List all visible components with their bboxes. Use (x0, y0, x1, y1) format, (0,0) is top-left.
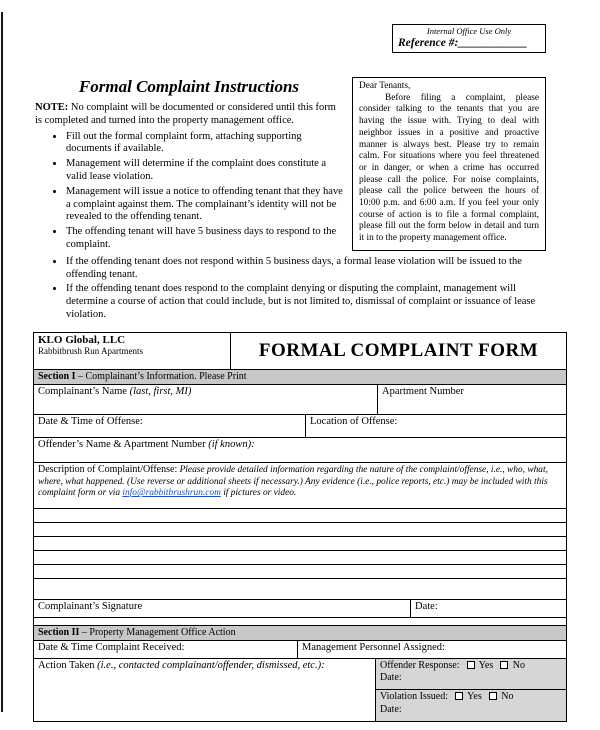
personnel-assigned-field (297, 641, 566, 658)
section-1-header-text (34, 370, 566, 384)
date-time-offense-field (34, 415, 305, 437)
action-taken-field (34, 659, 375, 721)
offender-response-yes-checkbox (467, 661, 475, 669)
signature-row (34, 600, 566, 618)
instruction-bullet: • Fill out the formal complaint form, attaching supporting documents if available. (65, 131, 343, 157)
description-row (34, 463, 566, 509)
section-2-header-text (34, 626, 566, 640)
offender-response-no-checkbox (500, 661, 508, 669)
apartment-number-label: Apartment Number (382, 385, 464, 397)
company-name: KLO Global, LLC (38, 333, 126, 346)
reference-number-field (398, 37, 540, 49)
note-text: No complaint will be documented or considered until this form is completed and turned into the property management office. (35, 102, 336, 126)
description-label: Description of Complaint/Offense: (38, 463, 178, 475)
blank-spacer-row (34, 618, 566, 626)
instruction-bullet: • If the offending tenant does not respond within 5 business days, a formal lease violation will be issued to the offending tenant. (65, 256, 560, 282)
signature-date-field (410, 600, 566, 617)
violation-issued-date-label: Date: (380, 703, 402, 715)
instructions-area (35, 77, 546, 254)
instruction-bullet-list (65, 131, 343, 252)
violation-issued-no-checkbox (489, 692, 497, 700)
violation-issued-yes-checkbox (455, 692, 463, 700)
description-instructions: Please provide detailed information regarding the nature of the complaint/offense, i.e., who, what, where, what happened. (Use reverse or additional sheets if necessary.) Any evidence (i.e., police reports, etc.) may be included with this complaint form or via (38, 464, 548, 499)
blank-write-line (34, 537, 566, 551)
instructions-title: Formal Complaint Instructions (78, 77, 300, 96)
formal-complaint-form-table (33, 332, 567, 722)
dear-tenants-salutation: Dear Tenants, (359, 81, 411, 91)
description-tail: if pictures or video. (223, 488, 297, 499)
instruction-bullet: • Management will issue a notice to offending tenant that they have a complaint against them. The complainant’s identity will not be revealed to the offending tenant. (65, 186, 343, 224)
action-taken-label: Action Taken (38, 659, 95, 671)
internal-office-use-box (392, 24, 546, 53)
yes-label: Yes (478, 659, 494, 671)
instructions-column (35, 77, 343, 254)
dear-tenants-box (352, 77, 546, 251)
reference-label: Reference #: (398, 37, 459, 49)
section-1-header (34, 370, 566, 385)
action-taken-hint: (i.e., contacted complainant/offender, dismissed, etc.): (97, 659, 325, 671)
action-taken-row (34, 659, 566, 721)
complainant-name-hint: (last, first, MI) (129, 385, 192, 397)
blank-write-line (34, 523, 566, 537)
instruction-bullet-list-wide (65, 256, 560, 322)
note-paragraph (35, 102, 343, 128)
received-row (34, 641, 566, 659)
signature-field (34, 600, 410, 617)
email-link[interactable]: info@rabbitbrushrun.com (122, 488, 221, 499)
complainant-name-label: Complainant’s Name (38, 385, 127, 397)
company-cell (34, 333, 230, 369)
apartment-number-field (377, 385, 566, 414)
no-label: No (512, 659, 525, 671)
form-title: FORMAL COMPLAINT FORM (230, 333, 566, 369)
instruction-bullet: • The offending tenant will have 5 business days to respond to the complaint. (65, 226, 343, 252)
section-2-title: – Property Management Office Action (81, 626, 236, 638)
complaint-received-label: Date & Time Complaint Received: (38, 641, 185, 653)
form-header-row (34, 333, 566, 370)
offender-response-line (380, 660, 562, 673)
note-label: NOTE: (35, 102, 69, 113)
personnel-assigned-label: Management Personnel Assigned: (302, 641, 445, 653)
violation-issued-cell (376, 689, 566, 721)
offender-name-hint: (if known): (208, 438, 255, 450)
offender-response-cell (376, 659, 566, 690)
signature-label: Complainant’s Signature (38, 600, 143, 612)
complaint-received-field (34, 641, 297, 658)
offender-name-field (34, 438, 566, 462)
violation-issued-label: Violation Issued: (380, 691, 449, 703)
blank-write-line (34, 509, 566, 523)
location-offense-label: Location of Offense: (310, 415, 398, 427)
blank-write-line (34, 579, 566, 600)
violation-issued-line (380, 691, 562, 704)
offender-response-label: Offender Response: (380, 659, 460, 671)
instruction-bullet: • If the offending tenant does respond to the complaint denying or disputing the complaint, management will determine a course of action that could include, but is not limited to, dismissal of complaint or issuance of lease violation. (65, 283, 560, 321)
complainant-name-field (34, 385, 377, 414)
signature-date-label: Date: (415, 600, 438, 612)
date-time-offense-label: Date & Time of Offense: (38, 415, 143, 427)
offender-response-date-label: Date: (380, 672, 402, 684)
yes-label: Yes (467, 691, 482, 703)
internal-office-use-label: Internal Office Use Only (426, 26, 512, 36)
section-2-label: Section II (38, 626, 80, 638)
reference-blank-line: ____________ (458, 37, 528, 49)
office-action-stack (375, 659, 566, 721)
section-1-label: Section I (38, 370, 76, 382)
section-2-header (34, 626, 566, 641)
offense-row (34, 415, 566, 438)
no-label: No (501, 691, 514, 703)
company-subtitle: Rabbitbrush Run Apartments (38, 345, 143, 356)
offender-row (34, 438, 566, 463)
instruction-bullet: • Management will determine if the complaint does constitute a valid lease violation. (65, 158, 343, 184)
blank-write-line (34, 551, 566, 565)
dear-tenants-body: Before filing a complaint, please consider talking to the tenants that you are having the issue with. Trying to deal with neighbor issues in a positive and proactive manner is always best. Please try to remain calm. For situations where you feel threatened or in danger, or when a crime has occurred please call the police. For noise complaints, please call the police between the hours of 10:00 p.m. and 6:00 a.m. If you feel your only course of action is to file a formal complaint, please fill out the form below in detail and turn it in to the property management office. (359, 92, 539, 244)
description-field (34, 463, 566, 508)
name-row (34, 385, 566, 415)
location-offense-field (305, 415, 566, 437)
blank-write-line (34, 565, 566, 579)
page-edge-artifact (1, 12, 3, 712)
offender-name-label: Offender’s Name & Apartment Number (38, 438, 206, 450)
section-1-title: – Complainant’s Information. Please Print (78, 370, 247, 382)
